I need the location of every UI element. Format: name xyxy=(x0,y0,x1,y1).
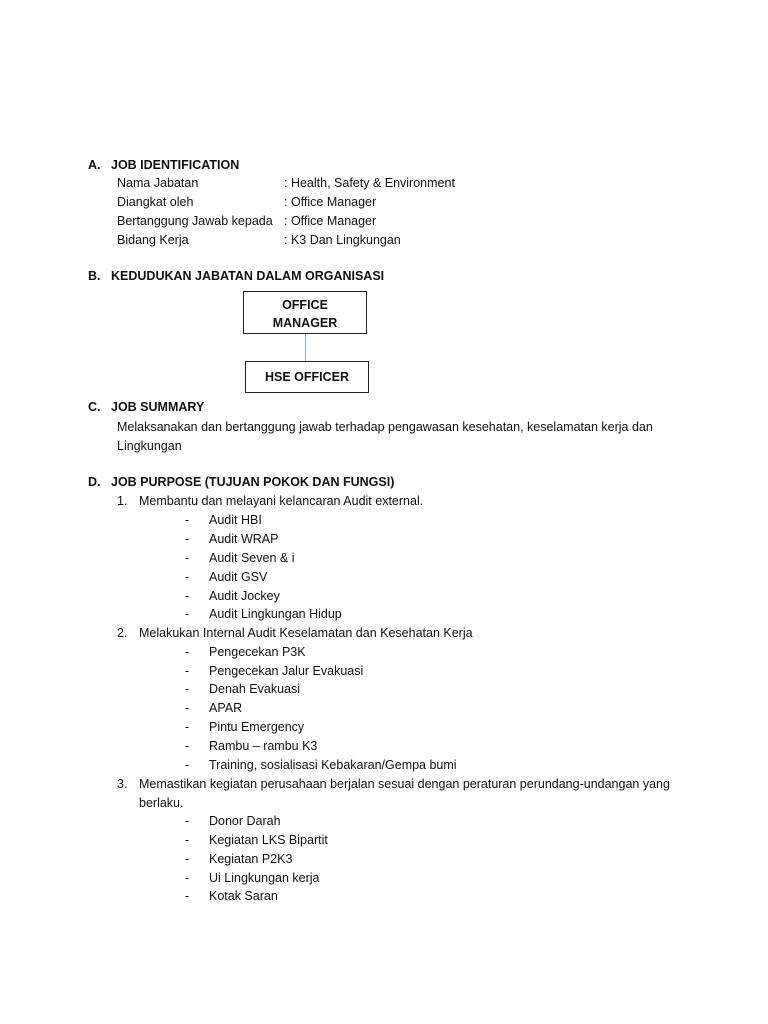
dash-bullet: - xyxy=(185,682,190,696)
sub-item: Audit Jockey xyxy=(209,589,280,603)
dash-bullet: - xyxy=(185,852,190,866)
summary-line: Lingkungan xyxy=(117,439,182,453)
sub-item: Rambu – rambu K3 xyxy=(209,739,318,753)
org-box-line: OFFICE xyxy=(282,298,328,312)
section-c-letter: C. xyxy=(88,400,101,414)
dash-bullet: - xyxy=(185,720,190,734)
purpose-text: Membantu dan melayani kelancaran Audit external. xyxy=(139,494,424,508)
sub-item: Kotak Saran xyxy=(209,889,278,903)
dash-bullet: - xyxy=(185,701,190,715)
sub-item: Ui Lingkungan kerja xyxy=(209,871,320,885)
section-a-title: JOB IDENTIFICATION xyxy=(111,158,240,172)
row-value: : Office Manager xyxy=(284,214,377,228)
dash-bullet: - xyxy=(185,739,190,753)
sub-item: APAR xyxy=(209,701,243,715)
sub-item: Audit HBI xyxy=(209,513,262,527)
dash-bullet: - xyxy=(185,551,190,565)
row-label: Bertanggung Jawab kepada xyxy=(117,214,273,228)
sub-item: Kegiatan LKS Bipartit xyxy=(209,833,328,847)
sub-item: Kegiatan P2K3 xyxy=(209,852,293,866)
sub-item: Pengecekan P3K xyxy=(209,645,306,659)
row-value: : Health, Safety & Environment xyxy=(284,176,455,190)
dash-bullet: - xyxy=(185,871,190,885)
sub-item: Training, sosialisasi Kebakaran/Gempa bumi xyxy=(209,758,457,772)
purpose-number: 3. xyxy=(117,777,128,791)
dash-bullet: - xyxy=(185,758,190,772)
row-label: Diangkat oleh xyxy=(117,195,194,209)
section-d-letter: D. xyxy=(88,475,101,489)
sub-item: Audit WRAP xyxy=(209,532,279,546)
dash-bullet: - xyxy=(185,589,190,603)
dash-bullet: - xyxy=(185,607,190,621)
dash-bullet: - xyxy=(185,814,190,828)
section-d-title: JOB PURPOSE (TUJUAN POKOK DAN FUNGSI) xyxy=(111,475,395,489)
row-value: : K3 Dan Lingkungan xyxy=(284,233,401,247)
row-label: Nama Jabatan xyxy=(117,176,199,190)
purpose-number: 1. xyxy=(117,494,128,508)
org-box-hse-officer xyxy=(245,361,369,393)
dash-bullet: - xyxy=(185,833,190,847)
dash-bullet: - xyxy=(185,645,190,659)
sub-item: Pintu Emergency xyxy=(209,720,305,734)
org-box-label: HSE OFFICER xyxy=(264,370,350,384)
section-b-title: KEDUDUKAN JABATAN DALAM ORGANISASI xyxy=(111,269,385,283)
sub-item: Audit GSV xyxy=(209,570,268,584)
purpose-number: 2. xyxy=(117,626,128,640)
dash-bullet: - xyxy=(185,889,190,903)
row-value: : Office Manager xyxy=(284,195,377,209)
row-label: Bidang Kerja xyxy=(117,233,189,247)
dash-bullet: - xyxy=(185,570,190,584)
dash-bullet: - xyxy=(185,664,190,678)
section-c-title: JOB SUMMARY xyxy=(111,400,205,414)
section-b-letter: B. xyxy=(88,269,101,283)
section-a-letter: A. xyxy=(88,158,101,172)
sub-item: Audit Lingkungan Hidup xyxy=(209,607,342,621)
purpose-text-continuation: berlaku. xyxy=(139,796,184,810)
org-connector-line xyxy=(305,334,306,361)
org-box-office-manager xyxy=(243,291,367,334)
dash-bullet: - xyxy=(185,532,190,546)
summary-line: Melaksanakan dan bertanggung jawab terhadap pengawasan kesehatan, keselamatan kerja dan xyxy=(117,420,653,434)
sub-item: Audit Seven & i xyxy=(209,551,295,565)
sub-item: Denah Evakuasi xyxy=(209,682,301,696)
sub-item: Donor Darah xyxy=(209,814,281,828)
purpose-text: Melakukan Internal Audit Keselamatan dan Kesehatan Kerja xyxy=(139,626,473,640)
dash-bullet: - xyxy=(185,513,190,527)
org-box-line: MANAGER xyxy=(272,316,338,330)
purpose-text: Memastikan kegiatan perusahaan berjalan sesuai dengan peraturan perundang-undangan yang xyxy=(139,777,670,791)
sub-item: Pengecekan Jalur Evakuasi xyxy=(209,664,364,678)
